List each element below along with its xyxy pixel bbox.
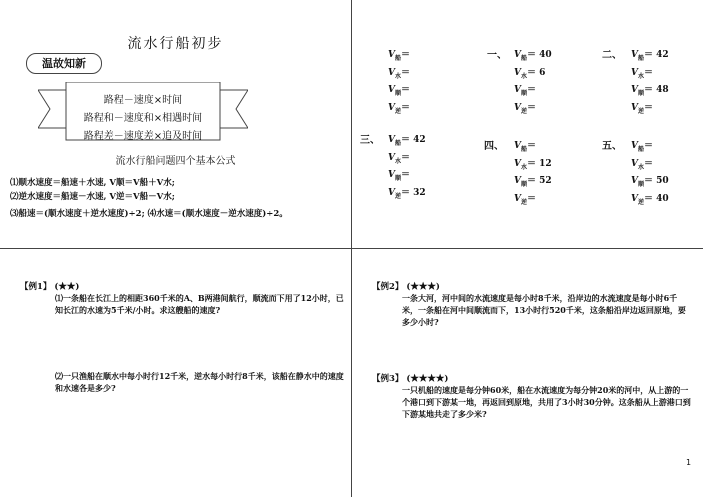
speed-row: $V_顺= 50$: [631, 176, 669, 188]
example2-stars: (★★★): [406, 282, 440, 292]
speed-row: $V_水=$: [631, 158, 654, 171]
speed-kind: 顺: [394, 89, 401, 97]
speed-row: $V_船=$: [631, 141, 654, 153]
speed-value: 50: [653, 176, 669, 186]
speed-row: $V_逆=$: [514, 102, 537, 115]
speed-kind: 船: [394, 54, 401, 62]
example2-label: 【例2】: [372, 282, 404, 292]
formula-boat-water-speed: ⑶船速＝(顺水速度＋逆水速度)÷2; ⑷水速＝(顺水速度－逆水速度)÷2。: [10, 209, 288, 219]
page-number: 1: [686, 458, 692, 467]
speed-kind: 逆: [637, 107, 644, 115]
speed-kind: 逆: [520, 107, 527, 115]
slide1-title: 流水行船初步: [127, 36, 224, 52]
exercise-number: 二、: [602, 50, 622, 61]
speed-row: $V_船= 40$: [514, 50, 552, 62]
speed-kind: 水: [520, 163, 527, 171]
speed-row: $V_水= 6$: [514, 67, 546, 80]
speed-row: $V_船=$: [514, 141, 537, 153]
speed-row: $V_船= 42$: [388, 135, 426, 147]
example3-label: 【例3】: [372, 374, 404, 384]
example1-label: 【例1】: [20, 282, 52, 292]
speed-kind: 水: [520, 72, 527, 80]
speed-row: $V_顺=$: [388, 170, 411, 182]
speed-value: 42: [653, 50, 669, 60]
speed-value: 12: [536, 158, 552, 169]
speed-value: 6: [536, 67, 546, 78]
speed-row: $V_船=$: [388, 50, 411, 62]
speed-kind: 顺: [637, 180, 644, 188]
speed-kind: 水: [637, 72, 644, 80]
speed-kind: 船: [394, 139, 401, 147]
speed-row: $V_水=$: [631, 67, 654, 80]
speed-kind: 顺: [637, 89, 644, 97]
review-badge: 温故知新: [26, 53, 102, 74]
example1-part2: ⑵一只渔船在顺水中每小时行12千米，逆水每小时行8千米，该船在静水中的速度和水速各是多少?: [55, 371, 344, 393]
speed-row: $V_逆= 32$: [388, 187, 426, 200]
speed-kind: 逆: [394, 192, 401, 200]
speed-row: $V_水= 12$: [514, 158, 552, 171]
formula-upstream: ⑵逆水速度＝船速－水速, V逆＝V船－V水;: [10, 192, 175, 202]
exercise-number: 三、: [360, 135, 380, 146]
formula-distance: 路程－速度×时间: [103, 95, 183, 106]
speed-row: $V_顺=$: [388, 85, 411, 97]
speed-value: 40: [536, 50, 552, 60]
speed-kind: 水: [637, 163, 644, 171]
speed-value: 40: [653, 193, 669, 204]
speed-kind: 顺: [394, 174, 401, 182]
speed-row: $V_顺= 48$: [631, 85, 669, 97]
horizontal-divider: [0, 248, 703, 249]
formula-distance-sum: 路程和－速度和×相遇时间: [83, 113, 203, 124]
speed-value: 52: [536, 176, 552, 186]
exercise-number: 五、: [602, 141, 622, 152]
speed-kind: 逆: [394, 107, 401, 115]
speed-row: $V_逆=$: [631, 102, 654, 115]
speed-row: $V_船= 42$: [631, 50, 669, 62]
speed-value: 32: [410, 187, 426, 198]
speed-kind: 船: [637, 145, 644, 153]
example2-text: 一条大河，河中间的水流速度是每小时8千米，沿岸边的水流速度是每小时6千米，一条船在河中间顺流而下，13小时行520千米，这条船沿岸边返回原地，要多少小时?: [402, 293, 686, 327]
example1-stars: (★★): [54, 282, 80, 292]
speed-row: $V_水=$: [388, 67, 411, 80]
speed-row: $V_逆=$: [514, 193, 537, 206]
example3-text: 一只机船的速度是每分钟60米，船在水流速度为每分钟20米的河中，从上游的一个港口到下游某一地，再返回到原地，共用了3小时30分钟。这条船从上游港口到下游某地共走了多少米?: [402, 385, 691, 419]
speed-kind: 水: [394, 157, 401, 165]
speed-value: 42: [410, 135, 426, 145]
speed-row: $V_水=$: [388, 152, 411, 165]
formula-distance-diff: 路程差－速度差×追及时间: [83, 131, 203, 142]
speed-kind: 顺: [520, 180, 527, 188]
speed-kind: 逆: [637, 198, 644, 206]
example3-tag: [372, 372, 448, 384]
speed-row: $V_顺= 52$: [514, 176, 552, 188]
formulas-subtitle: 流水行船问题四个基本公式: [115, 156, 236, 167]
exercise-number: 一、: [487, 50, 507, 61]
speed-kind: 水: [394, 72, 401, 80]
speed-row: $V_逆=$: [388, 102, 411, 115]
speed-row: $V_逆= 40$: [631, 193, 669, 206]
example1-part1: ⑴一条船在长江上的相距360千米的A、B两港间航行，顺流而下用了12小时，已知长江的水速为5千米/小时。求这艘船的速度?: [55, 293, 344, 315]
example3-stars: (★★★★): [406, 374, 449, 384]
example1-tag: [20, 280, 79, 292]
formula-downstream: ⑴顺水速度＝船速＋水速, V顺＝V船＋V水;: [10, 178, 175, 188]
speed-kind: 逆: [520, 198, 527, 206]
speed-kind: 船: [637, 54, 644, 62]
example2-tag: [372, 280, 440, 292]
speed-value: 48: [653, 85, 669, 95]
speed-kind: 船: [520, 54, 527, 62]
exercise-number: 四、: [484, 141, 504, 152]
speed-row: $V_顺=$: [514, 85, 537, 97]
speed-kind: 顺: [520, 89, 527, 97]
speed-kind: 船: [520, 145, 527, 153]
